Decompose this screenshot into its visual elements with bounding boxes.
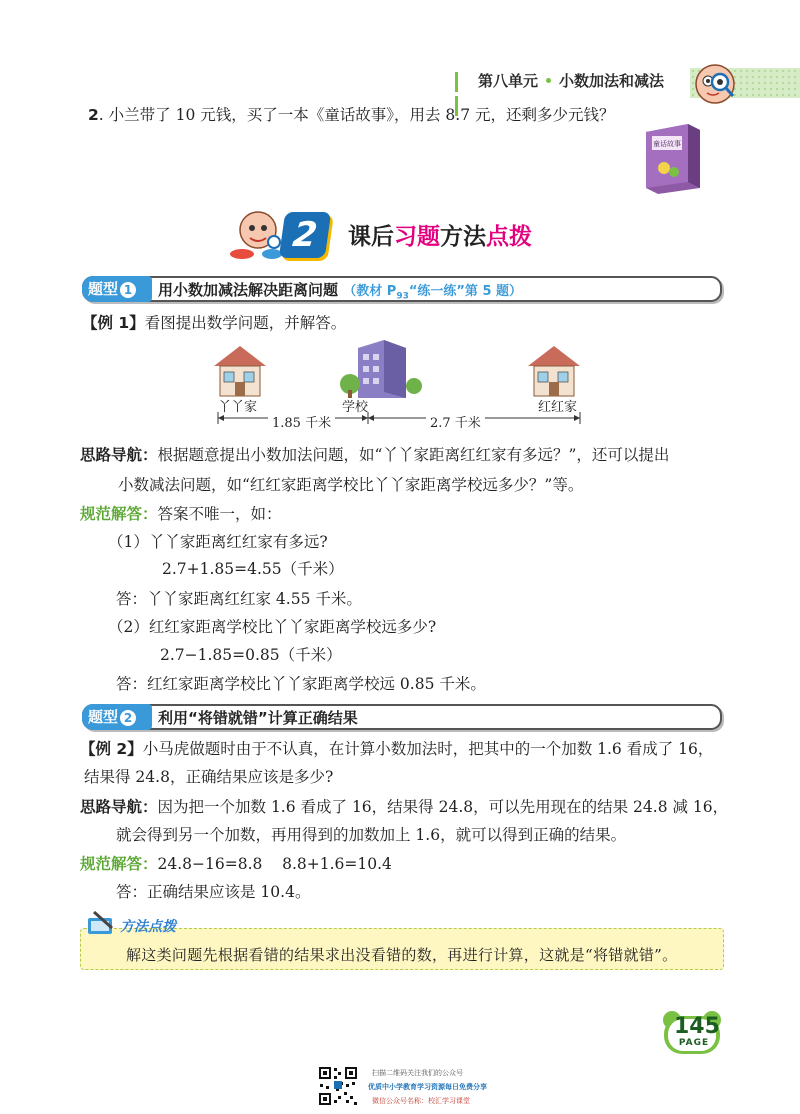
example-1-q2: （2）红红家距离学校比丫丫家距离学校远多少? <box>108 618 437 636</box>
example-1-guide-line-1 <box>80 444 669 466</box>
header-dot <box>546 78 551 83</box>
example-1-answer-intro <box>80 503 282 525</box>
example-1-question <box>82 312 346 334</box>
example-2-label: 【例 2】 <box>80 740 143 758</box>
example-2-answer <box>80 853 392 875</box>
house-icon-yaya <box>214 346 266 396</box>
section-title-part-c: 方法 <box>440 224 486 250</box>
header-bars <box>455 72 465 92</box>
example-1-guide-text-1: 根据题意提出小数加法问题，如“丫丫家距离红红家有多远？”，还可以提出 <box>157 446 670 464</box>
footer-scan-text: 扫描二维码关注我们的公众号 <box>372 1069 463 1077</box>
type-2-bar <box>82 704 722 730</box>
example-2-answer-label: 规范解答： <box>80 855 158 873</box>
section-number: 2 <box>279 212 331 258</box>
example-1-label: 【例 1】 <box>82 314 145 332</box>
mascot-magnifier-icon <box>693 62 737 106</box>
example-1-text: 看图提出数学问题，并解答。 <box>144 314 347 332</box>
footer-account: 微信公众号名称：校汇学习课堂 <box>372 1097 470 1105</box>
type-1-tag-label: 题型 <box>88 280 119 298</box>
type-1-title-text: 用小数加减法解决距离问题 <box>158 281 339 299</box>
section-title-part-b: 习题 <box>394 224 440 250</box>
storybook-image <box>640 122 706 194</box>
label-distance-2: 2.7 千米 <box>426 412 485 431</box>
type-1-bar <box>82 276 722 302</box>
tip-text: 解这类问题先根据看错的结果求出没看错的数，再进行计算，这就是“将错就错”。 <box>126 946 678 964</box>
example-1-ans2: 答：红红家距离学校比丫丫家距离学校远 0.85 千米。 <box>116 675 486 693</box>
page-number: 145 <box>674 1014 720 1039</box>
type-2-tag <box>82 704 152 730</box>
example-2-line-1 <box>80 738 713 760</box>
footer-slogan: 优质中小学教育学习资源每日免费分享 <box>368 1083 487 1091</box>
example-2-text-1: 小马虎做题时由于不认真，在计算小数加法时，把其中的一个加数 1.6 看成了 16， <box>142 740 714 758</box>
type-1-number: 1 <box>120 282 136 298</box>
distance-diagram <box>208 340 588 438</box>
school-building-icon <box>340 340 422 398</box>
example-2-guide-line-1 <box>80 796 728 818</box>
example-2-ans: 答：正确结果应该是 10.4。 <box>116 883 311 901</box>
house-icon-honghong <box>528 346 580 396</box>
example-1-guide-label: 思路导航： <box>80 446 158 464</box>
example-1-q1: （1）丫丫家距离红红家有多远? <box>108 533 328 551</box>
page-word: PAGE <box>678 1038 710 1048</box>
example-1-answer-label: 规范解答： <box>80 505 158 523</box>
tip-tag: 方法点拨 <box>120 919 176 935</box>
section-title <box>348 218 532 251</box>
type-1-tag <box>82 276 152 302</box>
header-title <box>478 70 664 91</box>
example-1-answer-intro-text: 答案不唯一，如： <box>157 505 282 523</box>
example-1-calc2: 2.7−1.85=0.85（千米） <box>160 646 342 664</box>
header-topic: 小数加法和减法 <box>559 72 665 90</box>
type-1-title <box>158 279 522 302</box>
type-2-tag-label: 题型 <box>88 708 119 726</box>
example-2-calc: 24.8−16=8.8 8.8+1.6=10.4 <box>157 855 392 873</box>
problem-2-number: 2 <box>88 106 99 124</box>
example-1-ans1: 答：丫丫家距离红红家 4.55 千米。 <box>116 590 362 608</box>
header-unit: 第八单元 <box>478 72 539 90</box>
label-distance-1: 1.85 千米 <box>268 412 335 431</box>
example-2-guide-text-1: 因为把一个加数 1.6 看成了 16，结果得 24.8，可以先用现在的结果 24.8 减 16， <box>157 798 729 816</box>
type-2-title: 利用“将错就错”计算正确结果 <box>158 709 358 727</box>
type-1-source <box>343 284 523 302</box>
example-1-calc1: 2.7+1.85=4.55（千米） <box>162 560 344 578</box>
type-1-source-open: （教材 P <box>343 284 397 299</box>
label-yaya-home: 丫丫家 <box>218 400 258 415</box>
example-2-line-2: 结果得 24.8，正确结果应该是多少? <box>84 768 334 786</box>
section-title-part-a: 课后 <box>348 224 394 250</box>
type-2-number: 2 <box>120 710 136 726</box>
problem-2 <box>88 104 614 126</box>
example-2-guide-line-2: 就会得到另一个加数，再用得到的加数加上 1.6，就可以得到正确的结果。 <box>116 826 627 844</box>
section-title-part-d: 点拨 <box>486 224 532 250</box>
type-1-source-page: 93 <box>396 291 409 302</box>
qr-code-icon <box>318 1066 358 1106</box>
example-2-guide-label: 思路导航： <box>80 798 158 816</box>
label-school: 学校 <box>342 400 369 415</box>
tip-pencil-icon <box>84 908 118 938</box>
example-1-guide-line-2: 小数减法问题，如“红红家距离学校比丫丫家距离学校远多少？”等。 <box>118 476 584 494</box>
storybook-title: 童话故事 <box>653 140 681 148</box>
type-1-source-rest: “练一练”第 5 题） <box>408 284 523 299</box>
problem-2-text: . 小兰带了 10 元钱，买了一本《童话故事》，用去 8.7 元，还剩多少元钱？ <box>98 106 615 124</box>
label-honghong-home: 红红家 <box>538 400 578 415</box>
